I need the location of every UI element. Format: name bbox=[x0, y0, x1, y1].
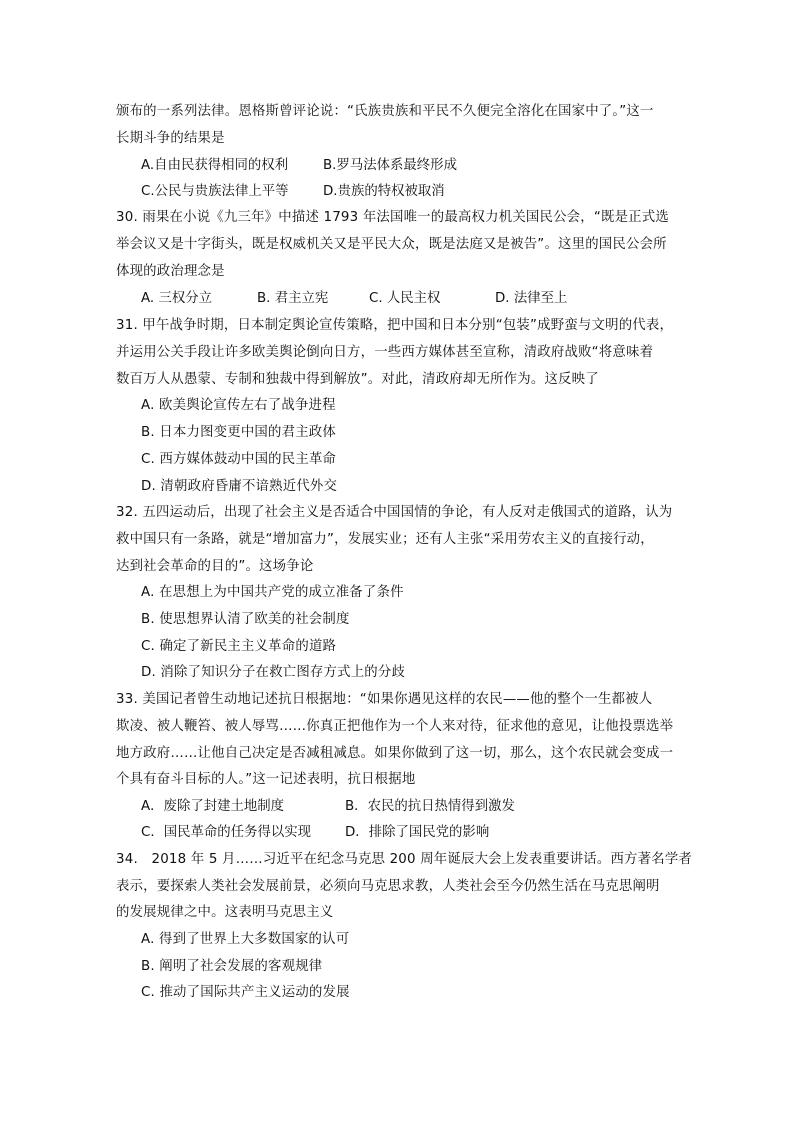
q34-stem-line-2: 表示，要探索人类社会发展前景，必须向马克思求教，人类社会至今仍然生活在马克思阐明 bbox=[116, 879, 660, 894]
q29-stem-line-1: 颁布的一系列法律。恩格斯曾评论说：“氏族贵族和平民不久便完全溶化在国家中了。”这一 bbox=[116, 104, 654, 119]
q32-stem-line-2: 救中国只有一条路，就是“增加富力”，发展实业；还有人主张“采用劳农主义的直接行动， bbox=[116, 532, 654, 547]
q31-option-d: D. 清朝政府昏庸不谙熟近代外交 bbox=[141, 479, 338, 494]
q33-options-row-2 bbox=[141, 823, 686, 843]
q29-option-b: B.罗马法体系最终形成 bbox=[323, 158, 457, 173]
q31-stem-line-1: 31. 甲午战争时期，日本制定舆论宣传策略，把中国和日本分别“包装”成野蛮与文明的代表， bbox=[116, 318, 674, 333]
q33-stem-line-2: 欺凌、被人鞭笞、被人辱骂……你真正把他作为一个人来对待，征求他的意见，让他投票选举 bbox=[116, 719, 674, 734]
q29-stem-line-2: 长期斗争的结果是 bbox=[116, 131, 225, 146]
q32-option-d: D. 消除了知识分子在救亡图存方式上的分歧 bbox=[141, 665, 406, 680]
q34-option-b: B. 阐明了社会发展的客观规律 bbox=[141, 959, 323, 974]
q30-stem-line-1: 30. 雨果在小说《九三年》中描述 1793 年法国唯一的最高权力机关国民公会，“既是正式选 bbox=[116, 210, 669, 225]
q34-option-a: A. 得到了世界上大多数国家的认可 bbox=[141, 932, 350, 947]
q32-stem-line-1: 32. 五四运动后，出现了社会主义是否适合中国国情的争论，有人反对走俄国式的道路，认为 bbox=[116, 505, 673, 520]
q33-option-a: A．废除了封建土地制度 bbox=[141, 799, 285, 814]
q31-stem-line-2: 并运用公关手段让许多欧美舆论倒向日方，一些西方媒体甚至宣称，清政府战败“将意味着 bbox=[116, 345, 654, 360]
q33-option-d: D．排除了国民党的影响 bbox=[345, 825, 490, 840]
q31-option-c: C. 西方媒体鼓动中国的民主革命 bbox=[141, 452, 337, 467]
q32-option-a: A. 在思想上为中国共产党的成立准备了条件 bbox=[141, 585, 404, 600]
q34-stem-line-1: 34. 2018 年 5 月……习近平在纪念马克思 200 周年诞辰大会上发表重要讲话。西方著名学者 bbox=[116, 852, 693, 867]
q29-option-d: D.贵族的特权被取消 bbox=[323, 184, 445, 199]
q30-option-d: D. 法律至上 bbox=[495, 291, 568, 306]
q32-stem-line-3: 达到社会革命的目的”。这场争论 bbox=[116, 559, 314, 574]
q30-option-c: C. 人民主权 bbox=[369, 291, 441, 306]
q31-option-a: A. 欧美舆论宣传左右了战争进程 bbox=[141, 398, 336, 413]
q33-stem-line-4: 个具有奋斗目标的人。”这一记述表明，抗日根据地 bbox=[116, 772, 416, 787]
q33-option-c: C．国民革命的任务得以实现 bbox=[141, 825, 312, 840]
q29-options-row-2 bbox=[141, 182, 686, 202]
q29-options-row-1 bbox=[141, 156, 686, 176]
q33-options-row-1 bbox=[141, 797, 686, 817]
q30-options-row bbox=[141, 289, 686, 309]
q31-stem-line-3: 数百万人从愚蒙、专制和独裁中得到解放”。对此，清政府却无所作为。这反映了 bbox=[116, 372, 599, 387]
q34-stem-line-3: 的发展规律之中。这表明马克思主义 bbox=[116, 905, 334, 920]
q31-option-b: B. 日本力图变更中国的君主政体 bbox=[141, 425, 336, 440]
q32-option-b: B. 使思想界认清了欧美的社会制度 bbox=[141, 612, 350, 627]
q29-option-c: C.公民与贵族法律上平等 bbox=[141, 184, 289, 199]
q32-option-c: C. 确定了新民主主义革命的道路 bbox=[141, 639, 337, 654]
q30-option-a: A. 三权分立 bbox=[141, 291, 212, 306]
q30-option-b: B. 君主立宪 bbox=[257, 291, 329, 306]
q29-option-a: A.自由民获得相同的权利 bbox=[141, 158, 289, 173]
q30-stem-line-3: 体现的政治理念是 bbox=[116, 264, 225, 279]
q34-option-c: C. 推动了国际共产主义运动的发展 bbox=[141, 985, 350, 1000]
q33-stem-line-3: 地方政府……让他自己决定是否减租减息。如果你做到了这一切，那么，这个农民就会变成一 bbox=[116, 746, 674, 761]
q33-option-b: B．农民的抗日热情得到激发 bbox=[345, 799, 515, 814]
q30-stem-line-2: 举会议又是十字街头，既是权威机关又是平民大众，既是法庭又是被告”。这里的国民公会所 bbox=[116, 237, 667, 252]
q33-stem-line-1: 33. 美国记者曾生动地记述抗日根据地：“如果你遇见这样的农民——他的整个一生都被人 bbox=[116, 692, 653, 707]
